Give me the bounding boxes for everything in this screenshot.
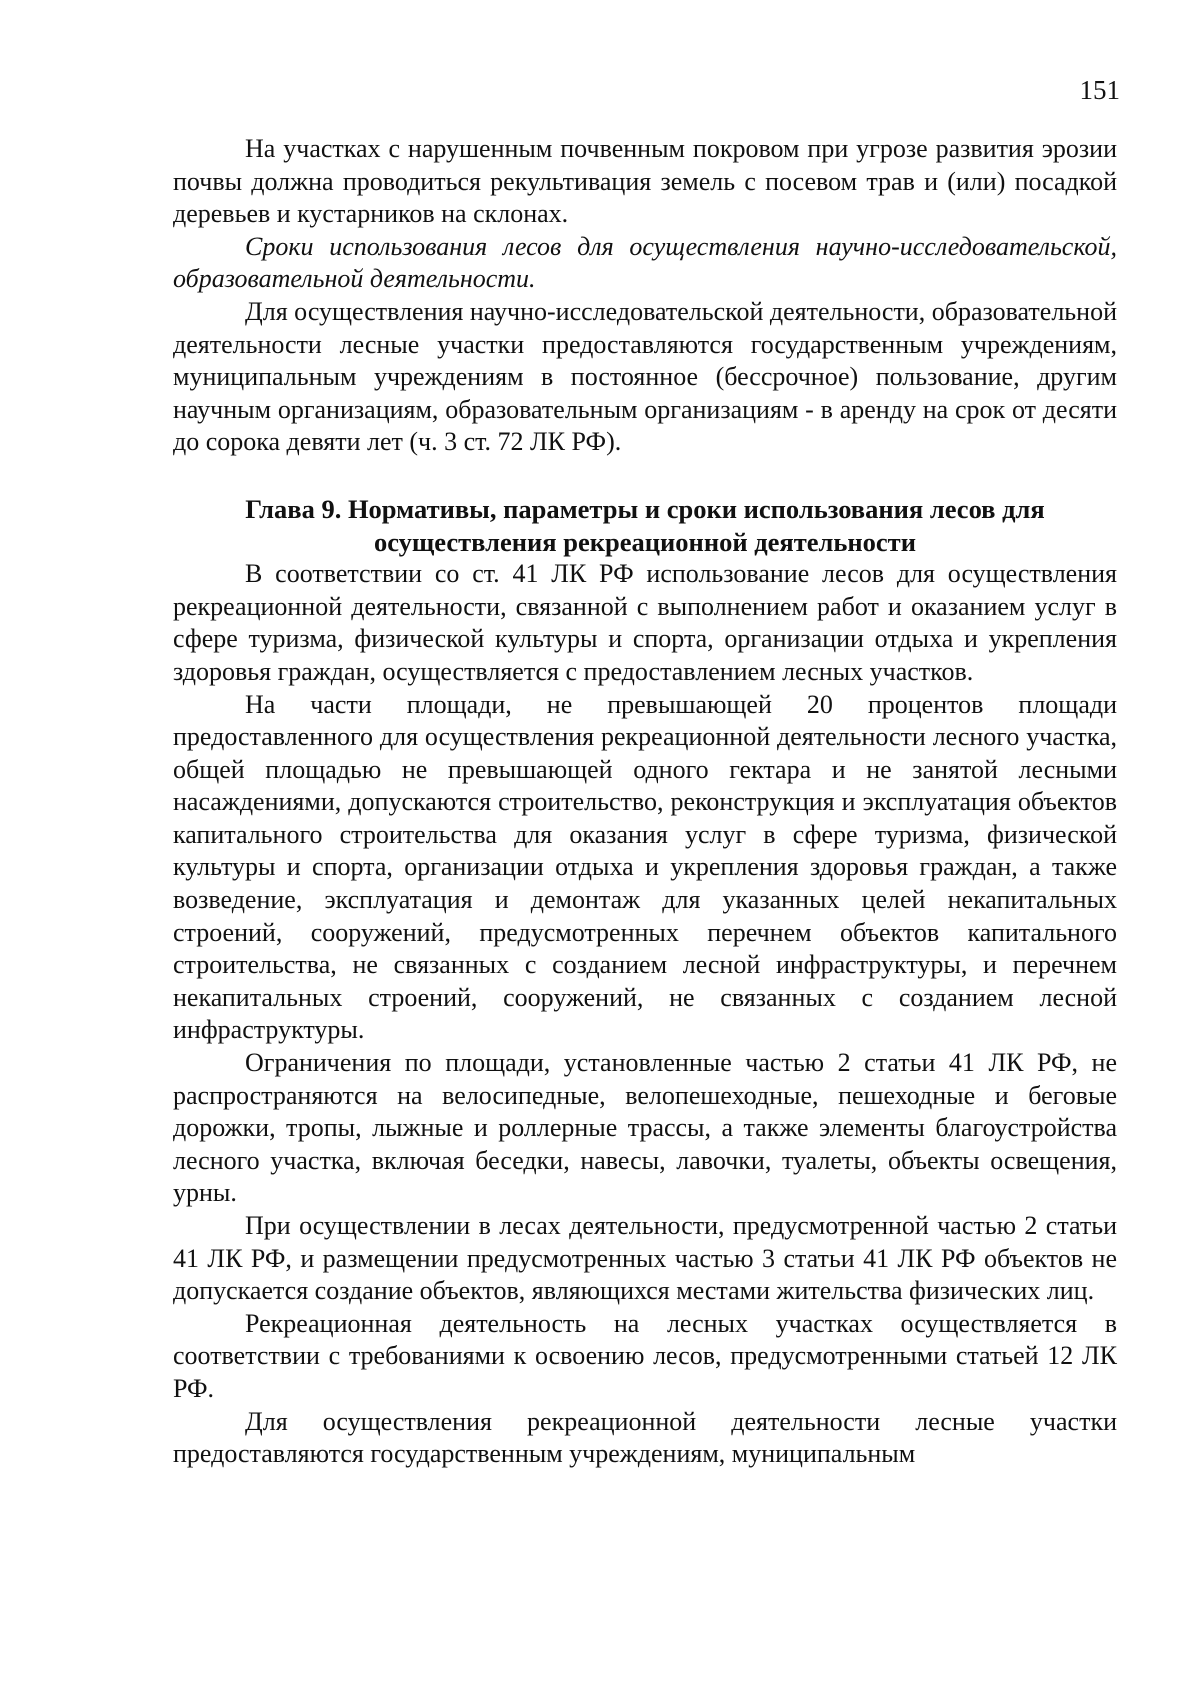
paragraph-research-lease: Для осуществления научно-исследовательской деятельности, образовательной деятельности лесные участки предоставляются государственным учреждениям, муниципальным учреждениям в постоянное (бессрочное) пользование, другим научным организациям, образовательным организациям - в аренду на срок от десяти до сорока девяти лет (ч. 3 ст. 72 ЛК РФ). [173,296,1117,457]
paragraph-recultivation: На участках с нарушенным почвенным покровом при угрозе развития эрозии почвы должна проводиться рекультивация земель с посевом трав и (или) посадкой деревьев и кустарников на склонах. [173,134,1117,229]
paragraph-residence-prohibition: При осуществлении в лесах деятельности, предусмотренной частью 2 статьи 41 ЛК РФ, и размещении предусмотренных частью 3 статьи 41 ЛК РФ объектов не допускается создание объектов, являющихся местами жительства физических лиц. [173,1211,1117,1306]
page-number: 151 [1079,75,1120,105]
page-body [173,133,1117,1471]
paragraph-area-limit: На части площади, не превышающей 20 процентов площади предоставленного для осуществления рекреационной деятельности лесного участка, общей площадью не превышающей одного гектара и не занятой лесными насаждениями, допускаются строительство, реконструкция и эксплуатация объектов капитального строительства для оказания услуг в сфере туризма, физической культуры и спорта, организации отдыха и укрепления здоровья граждан, а также возведение, эксплуатация и демонтаж для указанных целей некапитальных строений, сооружений, предусмотренных перечнем объектов капитального строительства, не связанных с созданием лесной инфраструктуры, и перечнем некапитальных строений, сооружений, не связанных с созданием лесной инфраструктуры. [173,689,1117,1045]
paragraph-provision-continued: Для осуществления рекреационной деятельности лесные участки предоставляются государственным учреждениям, муниципальным [173,1406,1117,1469]
paragraph-article-41: В соответствии со ст. 41 ЛК РФ использование лесов для осуществления рекреационной деятельности, связанной с выполнением работ и оказанием услуг в сфере туризма, физической культуры и спорта, организации отдыха и укрепления здоровья граждан, осуществляется с предоставлением лесных участков. [173,559,1117,686]
chapter-heading: Глава 9. Нормативы, параметры и сроки использования лесов для осуществления рекреационной деятельности [245,493,1045,557]
paragraph-area-exceptions: Ограничения по площади, установленные частью 2 статьи 41 ЛК РФ, не распространяются на велосипедные, велопешеходные, пешеходные и беговые дорожки, тропы, лыжные и роллерные трассы, а также элементы благоустройства лесного участка, включая беседки, навесы, лавочки, туалеты, объекты освещения, урны. [173,1048,1117,1208]
paragraph-article-12: Рекреационная деятельность на лесных участках осуществляется в соответствии с требованиями к освоению лесов, предусмотренными статьей 12 ЛК РФ. [173,1308,1117,1403]
section-subheading-research-terms: Сроки использования лесов для осуществления научно-исследовательской, образовательной деятельности. [173,231,1117,294]
